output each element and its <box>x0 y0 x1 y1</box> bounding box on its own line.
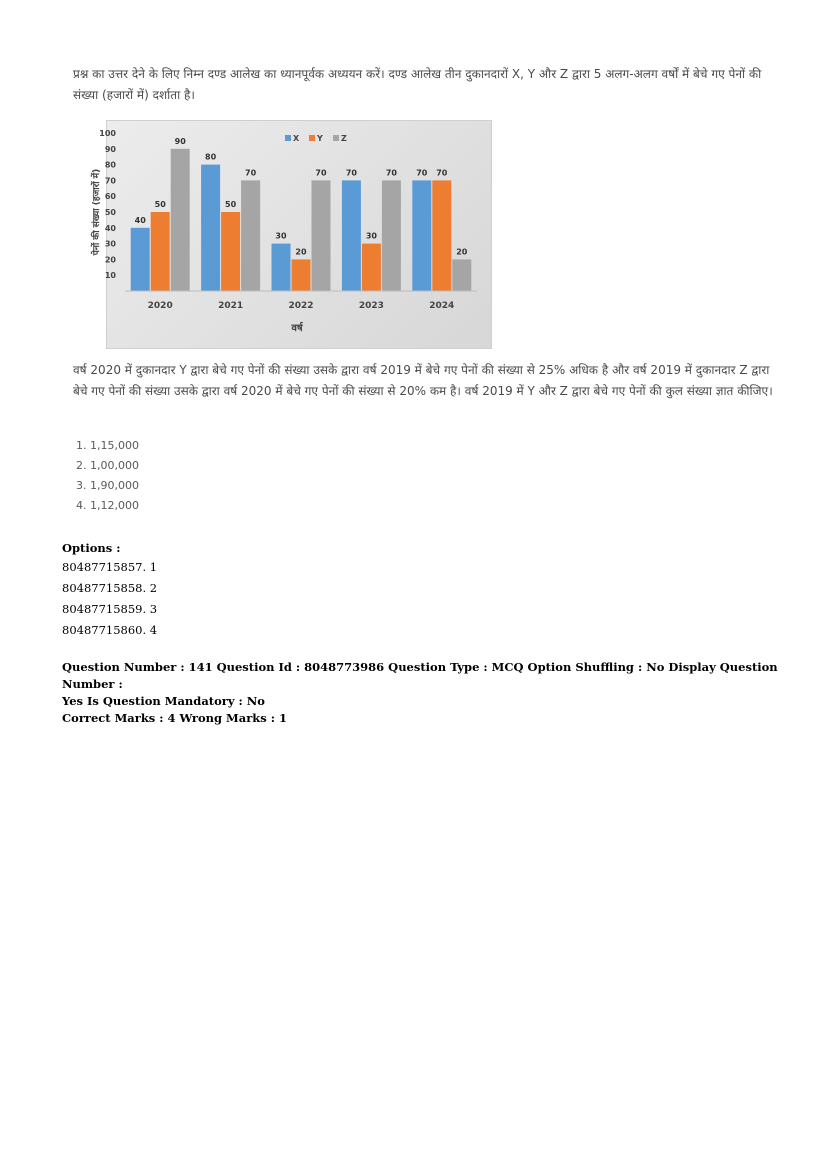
bar-x-2023 <box>342 180 361 291</box>
question-intro: प्रश्न का उत्तर देने के लिए निम्न दण्ड आलेख का ध्यानपूर्वक अध्ययन करें। दण्ड आलेख तीन दुकानदारों X, Y और Z द्वारा 5 अलग-अलग वर्षों में बेचे गए पेनों की संख्या (हजारों में) दर्शाता है। <box>73 67 762 102</box>
bar-y-2021 <box>221 212 240 291</box>
y-tick-label: 20 <box>104 255 116 265</box>
question-info-line: Question Number : 141 Question Id : 8048773986 Question Type : MCQ Option Shuffling : No Display Question Number : <box>62 660 778 691</box>
bar-z-2023 <box>382 180 401 291</box>
bar-x-2024 <box>412 180 431 291</box>
bar-data-label: 70 <box>245 168 257 178</box>
bar-y-2024 <box>432 180 451 291</box>
bar-data-label: 70 <box>436 168 448 178</box>
y-tick-label: 40 <box>104 223 116 233</box>
y-tick-label: 100 <box>99 129 116 138</box>
x-tick-label: 2020 <box>147 301 173 311</box>
bar-data-label: 30 <box>365 231 377 241</box>
bar-y-2023 <box>362 244 381 291</box>
bar-y-2020 <box>151 212 170 291</box>
bar-data-label: 40 <box>134 215 146 225</box>
bar-data-label: 70 <box>385 168 397 178</box>
bar-data-label: 70 <box>315 168 327 178</box>
answer-item: 1. 1,15,000 <box>76 439 139 452</box>
x-axis-title: वर्ष <box>291 323 303 334</box>
y-tick-label: 50 <box>104 208 116 217</box>
bar-z-2024 <box>452 259 471 291</box>
y-tick-label: 90 <box>104 144 116 154</box>
x-tick-label: 2023 <box>358 301 384 311</box>
option-item: 80487715859. 3 <box>62 602 158 616</box>
bar-data-label: 50 <box>154 200 166 209</box>
y-axis-title: पेनों की संख्या (हजारों में) <box>92 168 102 256</box>
option-item: 80487715857. 1 <box>62 560 158 574</box>
legend-label: Y <box>317 134 323 143</box>
bar-data-label: 30 <box>275 231 287 241</box>
bar-data-label: 70 <box>416 168 428 178</box>
x-tick-label: 2021 <box>218 301 244 311</box>
y-tick-label: 10 <box>104 271 116 281</box>
bar-data-label: 20 <box>295 247 307 257</box>
answer-item: 2. 1,00,000 <box>76 459 139 472</box>
chart-legend <box>285 134 347 143</box>
legend-swatch-z <box>333 135 339 141</box>
x-axis-ticks <box>148 301 455 311</box>
options-list <box>62 557 157 641</box>
legend-swatch-y <box>309 135 315 141</box>
bar-z-2022 <box>312 180 331 291</box>
y-tick-label: 70 <box>104 176 116 186</box>
bar-data-label: 50 <box>225 200 237 209</box>
bar-chart-svg <box>92 121 491 348</box>
option-item: 80487715858. 2 <box>62 581 158 595</box>
answer-item: 3. 1,90,000 <box>76 479 139 492</box>
bar-x-2021 <box>201 165 220 291</box>
bar-data-label: 70 <box>345 168 357 178</box>
bar-x-2022 <box>272 244 291 291</box>
bar-z-2021 <box>241 180 260 291</box>
answer-item: 4. 1,12,000 <box>76 499 139 512</box>
question-text: वर्ष 2020 में दुकानदार Y द्वारा बेचे गए पेनों की संख्या उसके द्वारा वर्ष 2019 में बेचे गए पेनों की संख्या से 25% अधिक है और वर्ष 2019 में दुकानदार Z द्वारा बेचे गए पेनों की संख्या उसके द्वारा वर्ष 2020 में बेचे गए पेनों की संख्या से 20% कम है। वर्ष 2019 में Y और Z द्वारा बेचे गए पेनों की कुल संख्या ज्ञात कीजिए। <box>73 363 773 398</box>
y-tick-label: 60 <box>104 192 116 202</box>
bar-z-2020 <box>171 149 190 291</box>
y-tick-label: 30 <box>104 239 116 249</box>
option-item: 80487715860. 4 <box>62 623 158 637</box>
bar-x-2020 <box>131 228 150 291</box>
bar-data-label: 90 <box>174 136 186 146</box>
x-tick-label: 2024 <box>429 301 455 311</box>
x-tick-label: 2022 <box>288 301 314 311</box>
bar-data-label: 20 <box>456 247 468 257</box>
answer-list <box>76 436 139 516</box>
y-tick-label: 80 <box>104 160 116 170</box>
legend-label: X <box>293 134 300 143</box>
bar-data-label: 80 <box>205 152 217 162</box>
legend-label: Z <box>341 134 347 143</box>
legend-swatch-x <box>285 135 291 141</box>
options-title: Options : <box>62 541 121 555</box>
bar-y-2022 <box>292 259 311 291</box>
question-info <box>62 659 782 727</box>
bar-chart <box>92 120 492 349</box>
question-info-line: Correct Marks : 4 Wrong Marks : 1 <box>62 711 287 725</box>
question-info-line: Yes Is Question Mandatory : No <box>62 694 265 708</box>
